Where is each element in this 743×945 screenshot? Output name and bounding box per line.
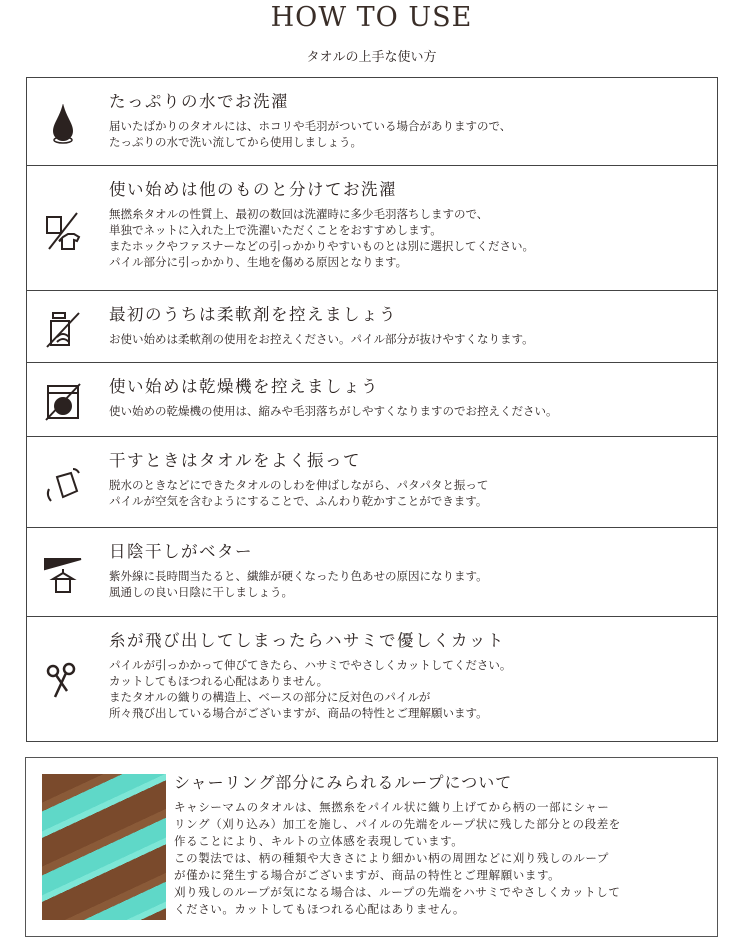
water-drop-icon xyxy=(41,102,85,146)
description-line: 紫外線に長時間当たると、繊維が硬くなったり色あせの原因になります。 xyxy=(109,569,488,583)
usage-item xyxy=(27,528,717,617)
description-line: パイル部分に引っかかり、生地を傷める原因となります。 xyxy=(109,255,408,269)
usage-item xyxy=(27,78,717,166)
description-line: 所々飛び出している場合がございますが、商品の特性とご理解願います。 xyxy=(109,706,488,720)
note-heading: シャーリング部分にみられるループについて xyxy=(174,773,513,792)
shade-dry-icon xyxy=(41,553,85,597)
note-line: この製法では、柄の種類や大きさにより細かい柄の周囲などに刈り残しのループ xyxy=(174,851,610,865)
shearing-note xyxy=(25,757,718,937)
description-line: たっぷりの水で洗い流してから使用しましょう。 xyxy=(109,135,362,149)
description-line: 脱水のときなどにできたタオルのしわを伸ばしながら、パタパタと振って xyxy=(109,478,489,492)
usage-item-heading: たっぷりの水でお洗濯 xyxy=(109,92,289,111)
usage-list xyxy=(26,77,718,742)
note-body xyxy=(174,799,707,918)
usage-item-description xyxy=(109,477,707,509)
note-line: 作ることにより、キルトの立体感を表現しています。 xyxy=(174,834,464,848)
description-line: 無撚糸タオルの性質上、最初の数回は洗濯時に多少毛羽落ちしますので、 xyxy=(109,207,489,221)
note-line: リング（刈り込み）加工を施し、パイルの先端をループ状に残した部分との段差を xyxy=(174,817,621,831)
description-line: 風通しの良い日陰に干しましょう。 xyxy=(109,585,293,599)
description-line: 使い始めの乾燥機の使用は、縮みや毛羽落ちがしやすくなりますのでお控えください。 xyxy=(109,404,558,418)
no-softener-icon xyxy=(41,307,85,351)
usage-item xyxy=(27,437,717,528)
description-line: 届いたばかりのタオルには、ホコリや毛羽がついている場合がありますので、 xyxy=(109,119,512,133)
usage-item-heading: 使い始めは乾燥機を控えましょう xyxy=(109,377,379,396)
description-line: カットしてもほつれる心配はありません。 xyxy=(109,674,329,688)
usage-item-description xyxy=(109,568,707,600)
description-line: またホックやファスナーなどの引っかかりやすいものとは別に選択してください。 xyxy=(109,239,535,253)
usage-item-description xyxy=(109,331,707,347)
separate-wash-icon xyxy=(41,209,85,253)
usage-item-heading: 糸が飛び出してしまったらハサミで優しくカット xyxy=(109,631,505,650)
usage-item-description xyxy=(109,118,707,150)
no-dryer-icon xyxy=(41,380,85,424)
description-line: パイルが引っかかって伸びてきたら、ハサミでやさしくカットしてください。 xyxy=(109,658,512,672)
usage-item-heading: 使い始めは他のものと分けてお洗濯 xyxy=(109,180,397,199)
description-line: パイルが空気を含むようにすることで、ふんわり乾かすことができます。 xyxy=(109,494,488,508)
page-title: HOW TO USE xyxy=(270,2,473,33)
page-subtitle: タオルの上手な使い方 xyxy=(306,50,437,65)
usage-item-heading: 最初のうちは柔軟剤を控えましょう xyxy=(109,305,397,324)
usage-item-description xyxy=(109,657,707,721)
usage-item-description xyxy=(109,403,707,419)
note-line: キャシーマムのタオルは、無撚糸をパイル状に織り上げてから柄の一部にシャー xyxy=(174,800,610,814)
scissors-icon xyxy=(41,659,85,703)
usage-item-description xyxy=(109,206,707,270)
note-line: ください。カットしてもほつれる心配はありません。 xyxy=(174,902,465,916)
usage-item xyxy=(27,291,717,363)
usage-item-heading: 干すときはタオルをよく振って xyxy=(109,451,361,470)
towel-loop-photo xyxy=(42,774,166,920)
note-line: 刈り残しのループが気になる場合は、ループの先端をハサミでやさしくカットして xyxy=(174,885,621,899)
description-line: 単独でネットに入れた上で洗濯いただくことをおすすめします。 xyxy=(109,223,442,237)
shake-towel-icon xyxy=(41,463,85,507)
description-line: またタオルの織りの構造上、ベースの部分に反対色のパイルが xyxy=(109,690,431,704)
note-line: が僅かに発生する場合がございますが、商品の特性とご理解願います。 xyxy=(174,868,561,882)
usage-item-heading: 日陰干しがベター xyxy=(109,542,253,561)
description-line: お使い始めは柔軟剤の使用をお控えください。パイル部分が抜けやすくなります。 xyxy=(109,332,534,346)
usage-item xyxy=(27,617,717,741)
usage-item xyxy=(27,363,717,437)
usage-item xyxy=(27,166,717,291)
